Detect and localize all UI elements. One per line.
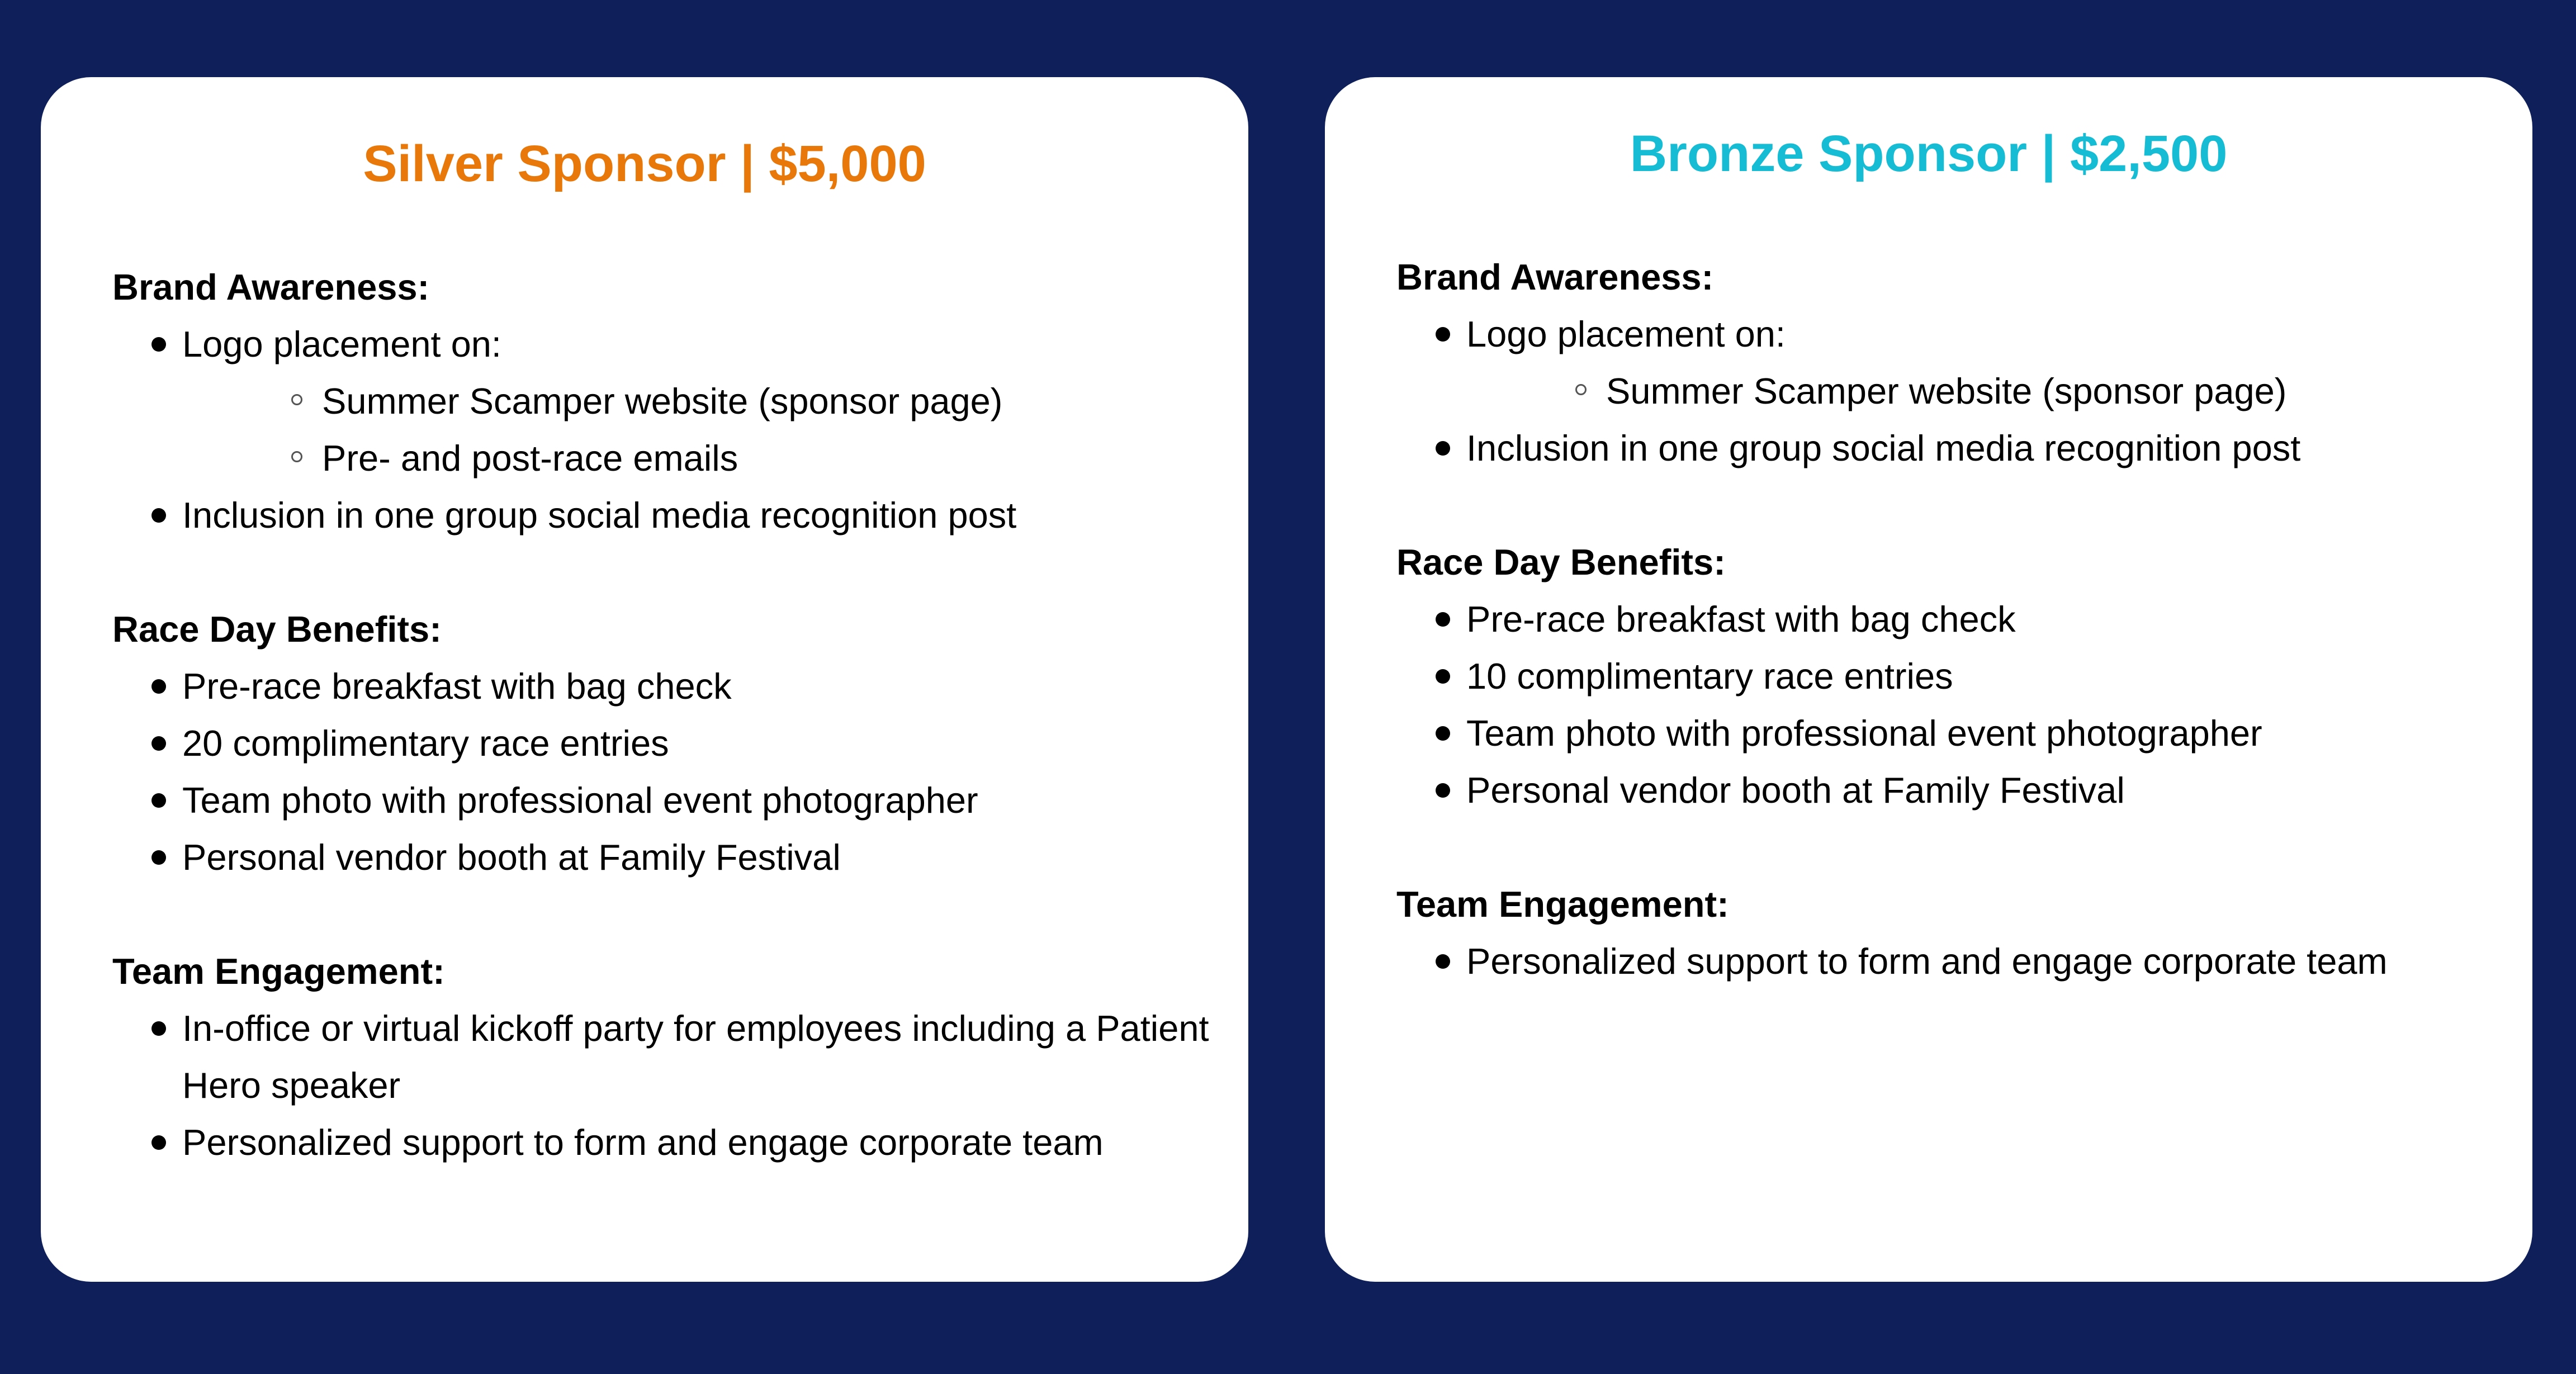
list-item-text: In-office or virtual kickoff party for employees including a Patient Hero speaker — [182, 1008, 1209, 1106]
list-item-text: Logo placement on: — [1466, 314, 1786, 354]
bullet-icon — [151, 337, 166, 352]
list-item — [112, 715, 1215, 772]
race-day-list — [112, 658, 1215, 886]
team-engagement-list — [112, 1000, 1215, 1171]
bullet-icon — [151, 736, 166, 751]
bullet-icon — [1436, 327, 1450, 342]
list-item — [1396, 648, 2499, 705]
sub-list-item-text: Summer Scamper website (sponsor page) — [322, 381, 1003, 421]
list-item — [112, 487, 1215, 544]
list-item-text: Team photo with professional event photographer — [1466, 713, 2262, 754]
brand-awareness-section — [112, 259, 1215, 544]
race-day-section — [1396, 534, 2499, 819]
hollow-bullet-icon — [291, 451, 302, 462]
bullet-icon — [1436, 669, 1450, 684]
list-item — [112, 829, 1215, 886]
list-item-text: Personalized support to form and engage corporate team — [1466, 941, 2388, 982]
list-item — [112, 658, 1215, 715]
list-item — [1396, 762, 2499, 819]
team-engagement-heading: Team Engagement: — [112, 951, 445, 992]
team-engagement-section — [1396, 876, 2499, 990]
bullet-icon — [151, 793, 166, 808]
list-item — [112, 316, 1215, 487]
race-day-heading: Race Day Benefits: — [1396, 542, 1726, 582]
silver-sponsor-title: Silver Sponsor | $5,000 — [363, 135, 926, 192]
brand-awareness-list — [112, 316, 1215, 544]
list-item — [1396, 591, 2499, 648]
list-item — [1396, 420, 2499, 477]
sub-list-item-text: Summer Scamper website (sponsor page) — [1606, 371, 2287, 411]
logo-placement-sublist — [182, 373, 1215, 487]
brand-awareness-heading: Brand Awareness: — [1396, 257, 1714, 297]
list-item-text: 10 complimentary race entries — [1466, 656, 1953, 697]
list-item-text: Team photo with professional event photographer — [182, 780, 978, 821]
hollow-bullet-icon — [291, 394, 302, 405]
list-item-text: Pre-race breakfast with bag check — [182, 666, 732, 707]
list-item — [1396, 933, 2499, 990]
bullet-icon — [1436, 954, 1450, 969]
list-item — [1396, 306, 2499, 420]
bullet-icon — [1436, 783, 1450, 798]
sub-list-item — [182, 373, 1215, 430]
bronze-sponsor-title: Bronze Sponsor | $2,500 — [1630, 125, 2228, 182]
team-engagement-list — [1396, 933, 2499, 990]
brand-awareness-list — [1396, 306, 2499, 477]
list-item — [112, 1114, 1215, 1171]
logo-placement-sublist — [1466, 363, 2499, 420]
list-item-text: 20 complimentary race entries — [182, 723, 669, 764]
list-item-text: Inclusion in one group social media recognition post — [1466, 428, 2301, 468]
list-item-text: Personalized support to form and engage corporate team — [182, 1122, 1104, 1163]
bullet-icon — [151, 850, 166, 865]
bullet-icon — [151, 1021, 166, 1036]
list-item-text: Pre-race breakfast with bag check — [1466, 599, 2016, 639]
list-item-text: Inclusion in one group social media recognition post — [182, 495, 1017, 536]
list-item — [1396, 705, 2499, 762]
silver-sponsor-body — [112, 259, 1215, 1228]
bronze-sponsor-card — [1325, 77, 2532, 1282]
list-item-text: Personal vendor booth at Family Festival — [1466, 770, 2125, 811]
race-day-heading: Race Day Benefits: — [112, 609, 442, 650]
list-item-text: Personal vendor booth at Family Festival — [182, 837, 841, 878]
sub-list-item-text: Pre- and post-race emails — [322, 438, 738, 478]
bullet-icon — [1436, 612, 1450, 627]
sub-list-item — [182, 430, 1215, 487]
race-day-list — [1396, 591, 2499, 819]
brand-awareness-section — [1396, 249, 2499, 477]
list-item-text: Logo placement on: — [182, 324, 501, 364]
bullet-icon — [1436, 726, 1450, 741]
silver-sponsor-card — [41, 77, 1248, 1282]
list-item — [112, 772, 1215, 829]
hollow-bullet-icon — [1575, 384, 1587, 395]
bullet-icon — [151, 1135, 166, 1150]
race-day-section — [112, 601, 1215, 886]
bullet-icon — [1436, 441, 1450, 456]
bullet-icon — [151, 679, 166, 694]
bronze-sponsor-body — [1396, 249, 2499, 1047]
bullet-icon — [151, 508, 166, 523]
team-engagement-section — [112, 943, 1215, 1171]
brand-awareness-heading: Brand Awareness: — [112, 267, 430, 307]
sub-list-item — [1466, 363, 2499, 420]
list-item — [112, 1000, 1215, 1114]
team-engagement-heading: Team Engagement: — [1396, 884, 1729, 925]
